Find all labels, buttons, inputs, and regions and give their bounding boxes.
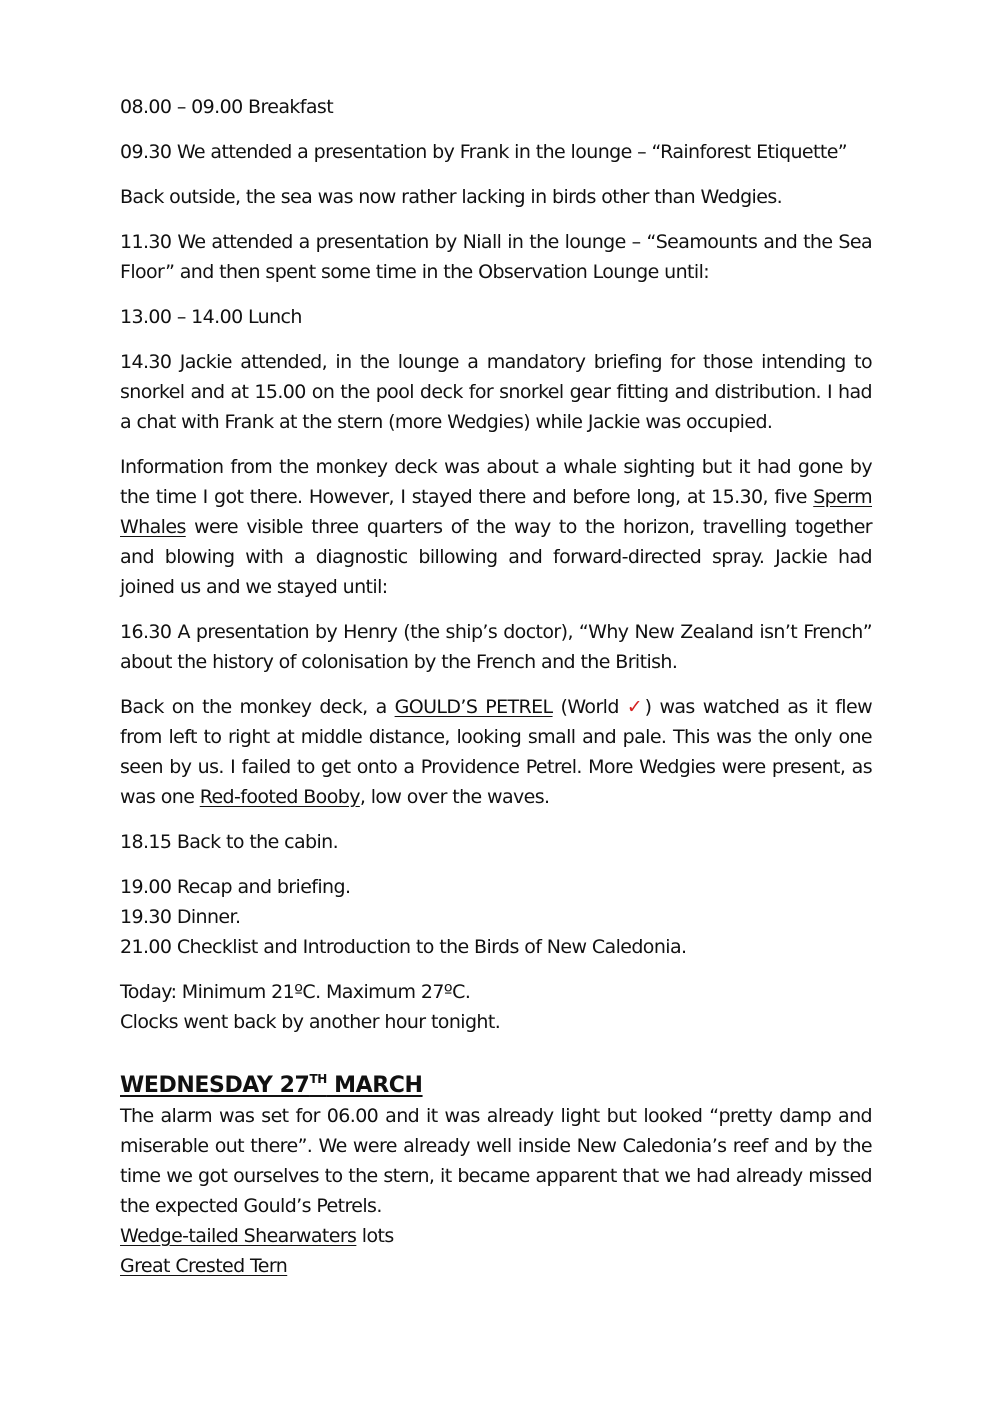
breakfast-entry: 08.00 – 09.00 Breakfast (120, 96, 334, 118)
recap-entry: 19.00 Recap and briefing. (120, 876, 351, 898)
back-outside-entry: Back outside, the sea was now rather lacking in birds other than Wedgies. (120, 186, 783, 208)
species-list-item (120, 1251, 872, 1281)
red-footed-booby-species: Red-footed Booby (199, 786, 360, 808)
heading-day: WEDNESDAY 27 (120, 1073, 310, 1098)
heading-month: MARCH (326, 1073, 423, 1098)
species-list-item (120, 1221, 872, 1251)
snorkel-entry: 14.30 Jackie attended, in the lounge a mandatory briefing for those intending to snorkel and at 15.00 on the pool deck for snorkel gear fitting and distribution. I had a chat with Frank at the stern (more Wedgies) while Jackie was occupied. (120, 351, 872, 433)
shearwaters-note: lots (356, 1225, 394, 1247)
evening-schedule (120, 872, 872, 962)
petrel-text-part2: (World (552, 696, 627, 718)
heading-ordinal: TH (309, 1072, 327, 1086)
sperm-whales-species: Sperm Whales (120, 486, 872, 538)
whale-text-part2: were visible three quarters of the way to the horizon, travelling together and blowing with a diagnostic billowing and forward-directed spray. Jackie had joined us and we stayed until: (120, 516, 872, 598)
whale-sighting-entry (120, 452, 872, 602)
whale-text-part1: Information from the monkey deck was about a whale sighting but it had gone by the time I got there. However, I stayed there and before long, at 15.30, five (120, 456, 872, 508)
world-tick-icon: ✓ (626, 696, 645, 718)
lunch-entry: 13.00 – 14.00 Lunch (120, 306, 302, 328)
petrel-text-part1: Back on the monkey deck, a (120, 696, 395, 718)
weather-notes (120, 977, 872, 1037)
petrel-entry (120, 692, 872, 812)
great-crested-tern-species: Great Crested Tern (120, 1255, 288, 1277)
cabin-entry: 18.15 Back to the cabin. (120, 831, 339, 853)
wednesday-heading (120, 1071, 872, 1101)
goulds-petrel-species: GOULD’S PETREL (394, 696, 553, 718)
wednesday-intro: The alarm was set for 06.00 and it was already light but looked “pretty damp and miserable out there”. We were already well inside New Caledonia’s reef and by the time we got ourselves to the stern, it became apparent that we had already missed the expected Gould’s Petrels. (120, 1105, 872, 1217)
petrel-text-part3: ) was watched as it flew from left to right at middle distance, looking small and pale. This was the only one seen by us. I failed to get onto a Providence Petrel. More Wedgies were present, as was one (120, 696, 873, 808)
temperature-line: Today: Minimum 21ºC. Maximum 27ºC. (120, 981, 471, 1003)
dinner-entry: 19.30 Dinner. (120, 906, 241, 928)
checklist-entry: 21.00 Checklist and Introduction to the Birds of New Caledonia. (120, 936, 687, 958)
petrel-text-part4: , low over the waves. (359, 786, 550, 808)
document-page (120, 92, 872, 1281)
henry-presentation-entry: 16.30 A presentation by Henry (the ship’s doctor), “Why New Zealand isn’t French” about the history of colonisation by the French and the British. (120, 621, 872, 673)
wedge-tailed-shearwaters-species: Wedge-tailed Shearwaters (120, 1225, 357, 1247)
clocks-line: Clocks went back by another hour tonight. (120, 1011, 501, 1033)
niall-presentation-entry: 11.30 We attended a presentation by Niall in the lounge – “Seamounts and the Sea Floor” and then spent some time in the Observation Lounge until: (120, 231, 872, 283)
frank-presentation-entry: 09.30 We attended a presentation by Frank in the lounge – “Rainforest Etiquette” (120, 141, 848, 163)
